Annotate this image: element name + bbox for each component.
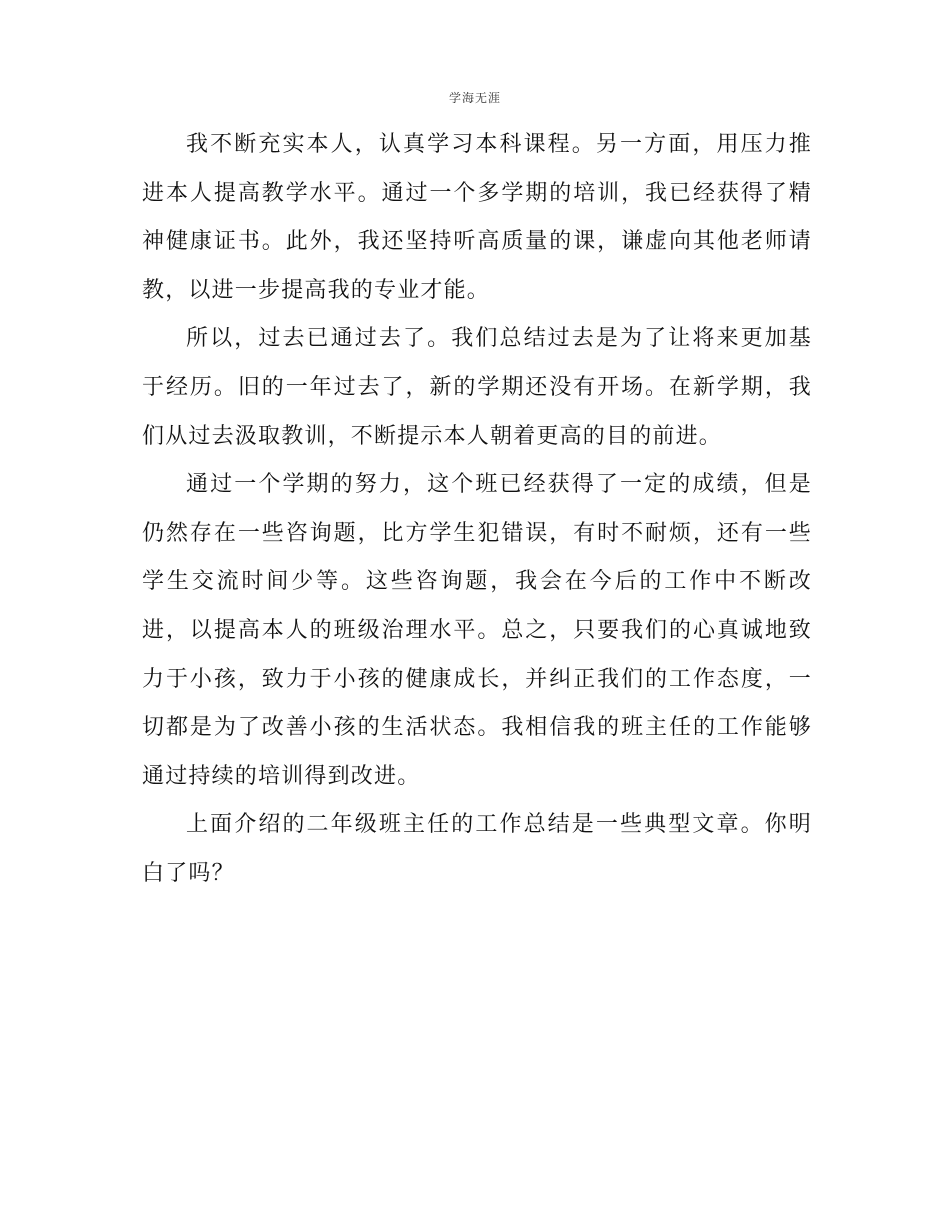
paragraph-1: 我不断充实本人，认真学习本科课程。另一方面，用压力推进本人提高教学水平。通过一个多学期的培训，我已经获得了精神健康证书。此外，我还坚持听高质量的课，谦虚向其他老师请教，以进一步提高我的专业才能。 bbox=[142, 132, 812, 303]
page-header: 学海无涯 bbox=[448, 91, 501, 105]
paragraph-4: 上面介绍的二年级班主任的工作总结是一些典型文章。你明白了吗？ bbox=[142, 812, 812, 886]
paragraph-2: 所以，过去已通过去了。我们总结过去是为了让将来更加基于经历。旧的一年过去了，新的学期还没有开场。在新学期，我们从过去汲取教训，不断提示本人朝着更高的目的前进。 bbox=[142, 326, 812, 449]
document-body bbox=[142, 121, 812, 899]
paragraph-3: 通过一个学期的努力，这个班已经获得了一定的成绩，但是仍然存在一些咨询题，比方学生犯错误，有时不耐烦，还有一些学生交流时间少等。这些咨询题，我会在今后的工作中不断改进，以提高本人的班级治理水平。总之，只要我们的心真诚地致力于小孩，致力于小孩的健康成长，并纠正我们的工作态度，一切都是为了改善小孩的生活状态。我相信我的班主任的工作能够通过持续的培训得到改进。 bbox=[142, 472, 812, 789]
